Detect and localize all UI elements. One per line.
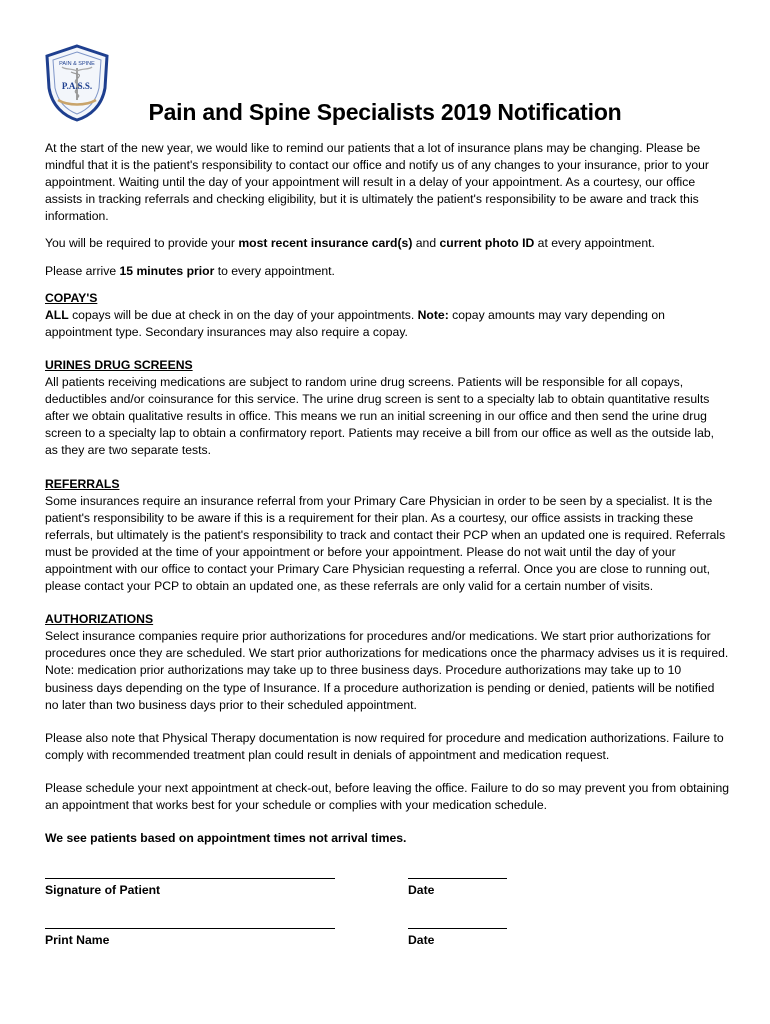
print-name-label: Print Name bbox=[45, 933, 110, 947]
date-label-1: Date bbox=[408, 883, 435, 897]
arrival-notice: We see patients based on appointment times not arrival times. bbox=[45, 831, 407, 846]
svg-text:P.A.S.S.: P.A.S.S. bbox=[61, 81, 93, 91]
patient-signature-line[interactable] bbox=[45, 878, 335, 879]
schedule-paragraph: Please schedule your next appointment at check-out, before leaving the office. Failure to do so may prevent you from obtaining an appointment that works best for your schedule or complies with your medication schedule. bbox=[45, 780, 730, 812]
intro-paragraph: At the start of the new year, we would like to remind our patients that a lot of insurance plans may be changing. Please be mindful that it is the patient's responsibility to contact our office and notify us of any changes to your insurance, prior to your appointment. Waiting until the day of your appointment will result in a delay of your appointment. As a courtesy, our office assists in tracking referrals and checking eligibility, but it is ultimately the patient's responsibility to be aware and track this information. bbox=[45, 141, 709, 224]
patient-signature-label: Signature of Patient bbox=[45, 883, 161, 897]
document-body bbox=[45, 140, 730, 847]
urines-paragraph: All patients receiving medications are subject to random urine drug screens. Patients will be responsible for all copays, deductibles and/or coinsurance for this service. The urine drug screen is sent to a specialty lab to obtain quantitative results after we obtain qualitative results in office. This means we run an initial screening in our office and then send the urine drug screen to a specialty lap to obtain a confirmatory report. Patients may receive a bill from our office as well as the outside lab, as they are two separate tests. bbox=[45, 375, 715, 458]
copays-paragraph: ALL copays will be due at check in on the day of your appointments. Note: copay amounts may vary depending on appointment type. Secondary insurances may also require a copay. bbox=[45, 307, 665, 339]
date-label-2: Date bbox=[408, 933, 435, 947]
copays-heading: COPAY'S bbox=[45, 290, 98, 305]
page-title: Pain and Spine Specialists 2019 Notification bbox=[148, 99, 622, 125]
authorizations-heading: AUTHORIZATIONS bbox=[45, 612, 154, 627]
svg-text:PAIN & SPINE: PAIN & SPINE bbox=[59, 61, 95, 67]
referrals-heading: REFERRALS bbox=[45, 476, 120, 491]
date-line-1[interactable] bbox=[408, 878, 507, 879]
authorizations-paragraph: Select insurance companies require prior authorizations for procedures and/or medications. We start prior authorizations for procedures once they are scheduled. We start prior authorizations for medications once the pharmacy advises us it is required. Note: medication prior authorizations may take up to three business days. Procedure authorizations may take up to 10 business days depending on the type of Insurance. If a procedure authorization is pending or denied, patients will be notified no later than two business days prior to their scheduled appointment. bbox=[45, 629, 729, 712]
urines-heading: URINES DRUG SCREENS bbox=[45, 357, 193, 372]
id-requirement-paragraph: You will be required to provide your most recent insurance card(s) and current photo ID at every appointment. bbox=[45, 236, 655, 251]
arrival-paragraph: Please arrive 15 minutes prior to every appointment. bbox=[45, 263, 335, 278]
print-name-line[interactable] bbox=[45, 928, 335, 929]
physical-therapy-paragraph: Please also note that Physical Therapy documentation is now required for procedure and medication authorizations. Failure to comply with recommended treatment plan could result in denials of appointment and medication request. bbox=[45, 730, 724, 762]
referrals-paragraph: Some insurances require an insurance referral from your Primary Care Physician in order to be seen by a specialist. It is the patient's responsibility to be aware if this is a requirement for their plan. As a courtesy, our office assists in tracking these referrals, but ultimately is the patient's responsibility to track and contact their PCP when an updated one is required. Referrals must be provided at the time of your appointment or before your appointment. Please do not wait until the day of your appointment with our office to contact your Primary Care Physician requesting a referral. Once you are close to running out, please contact your PCP to obtain an updated one, as these referrals are only valid for a certain number of visits. bbox=[45, 493, 726, 594]
date-line-2[interactable] bbox=[408, 928, 507, 929]
